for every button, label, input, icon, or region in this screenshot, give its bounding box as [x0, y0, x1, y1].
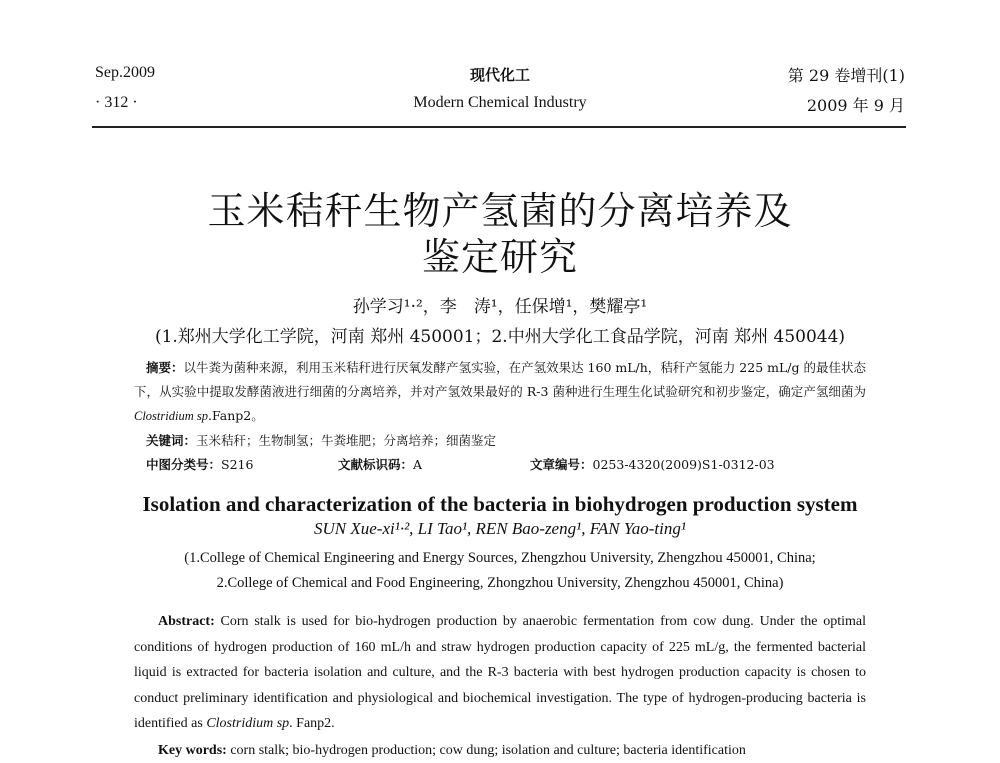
- abstract-cn-label: 摘要：: [146, 360, 184, 375]
- keywords-en-label: Key words:: [158, 743, 227, 758]
- keywords-en: [158, 739, 890, 763]
- affiliation-en-2: 2.College of Chemical and Food Engineering, Zhongzhou University, Zhengzhou 450001, China): [216, 575, 784, 591]
- abstract-en-species: Clostridium sp: [206, 716, 290, 731]
- keywords-cn-text: 玉米秸秆；生物制氢；牛粪堆肥；分离培养；细菌鉴定: [196, 433, 497, 448]
- abstract-cn-text: 以牛粪为菌种来源，利用玉米秸秆进行厌氧发酵产氢实验，在产氢效果达 160 mL/h，秸秆产氢能力 225 mL/g 的最佳状态下，从实验中提取发酵菌液进行细菌的分离培养，并对产氢效果最好的 R-3 菌种进行生理生化试验研究和初步鉴定，确定产氢细菌为: [134, 360, 866, 399]
- title-cn-line2: 鉴定研究: [421, 235, 578, 279]
- authors-cn: 孙学习¹·²，李 涛¹，任保增¹，樊耀亭¹: [352, 297, 648, 317]
- header-rule: [92, 126, 906, 128]
- page-number: · 312 ·: [95, 94, 138, 111]
- keywords-en-text: corn stalk; bio-hydrogen production; cow dung; isolation and culture; bacteria identification: [226, 743, 746, 758]
- document-code-label: 文献标识码：: [338, 457, 414, 472]
- keywords-cn: [146, 429, 878, 453]
- abstract-cn-species: Clostridium sp: [134, 409, 208, 423]
- authors-en: SUN Xue-xi¹·², LI Tao¹, REN Bao-zeng¹, FAN Yao-ting¹: [314, 519, 686, 538]
- abstract-en-text: Corn stalk is used for bio-hydrogen production by anaerobic fermentation from cow dung. Under the optimal conditions of hydrogen production of 160 mL/h and straw hydrogen production capacity of 225 mL/g, the fermented bacterial liquid is extracted for bacteria isolation and culture, and the R-3 bacteria with best hydrogen production capacity is chosen to conduct preliminary identification and physiological and biochemical investigation. The type of hydrogen-producing bacteria is identified as: [134, 614, 866, 731]
- abstract-en-tail: . Fanp2.: [289, 716, 335, 731]
- volume: 第 29 卷增刊(1): [787, 66, 905, 85]
- article-number-value: 0253-4320(2009)S1-0312-03: [592, 457, 775, 472]
- journal-name-cn: 现代化工: [469, 66, 530, 84]
- abstract-en: [134, 609, 866, 737]
- abstract-cn-tail: .Fanp2。: [207, 408, 264, 423]
- class-number-value: S216: [221, 457, 254, 472]
- abstract-cn: [134, 356, 866, 428]
- article-number: [530, 453, 870, 477]
- document-code-value: A: [413, 457, 423, 472]
- title-cn-line1: 玉米秸秆生物产氢菌的分离培养及: [207, 189, 793, 233]
- class-number-label: 中图分类号：: [146, 457, 222, 472]
- title-en: Isolation and characterization of the bacteria in biohydrogen production system: [142, 492, 858, 516]
- journal-name-en: Modern Chemical Industry: [413, 94, 587, 111]
- document-code: [338, 453, 538, 477]
- keywords-cn-label: 关键词：: [146, 433, 197, 448]
- class-number: [146, 453, 346, 477]
- date-cn: 2009 年 9 月: [806, 96, 905, 115]
- abstract-en-label: Abstract:: [158, 614, 215, 629]
- affiliation-cn: (1.郑州大学化工学院，河南 郑州 450001；2.中州大学化工食品学院，河南 郑州 450044): [154, 327, 846, 347]
- article-number-label: 文章编号：: [530, 457, 593, 472]
- affiliation-en-1: (1.College of Chemical Engineering and Energy Sources, Zhengzhou University, Zhengzhou 450001, China;: [184, 550, 816, 566]
- issue-date: Sep.2009: [95, 64, 155, 81]
